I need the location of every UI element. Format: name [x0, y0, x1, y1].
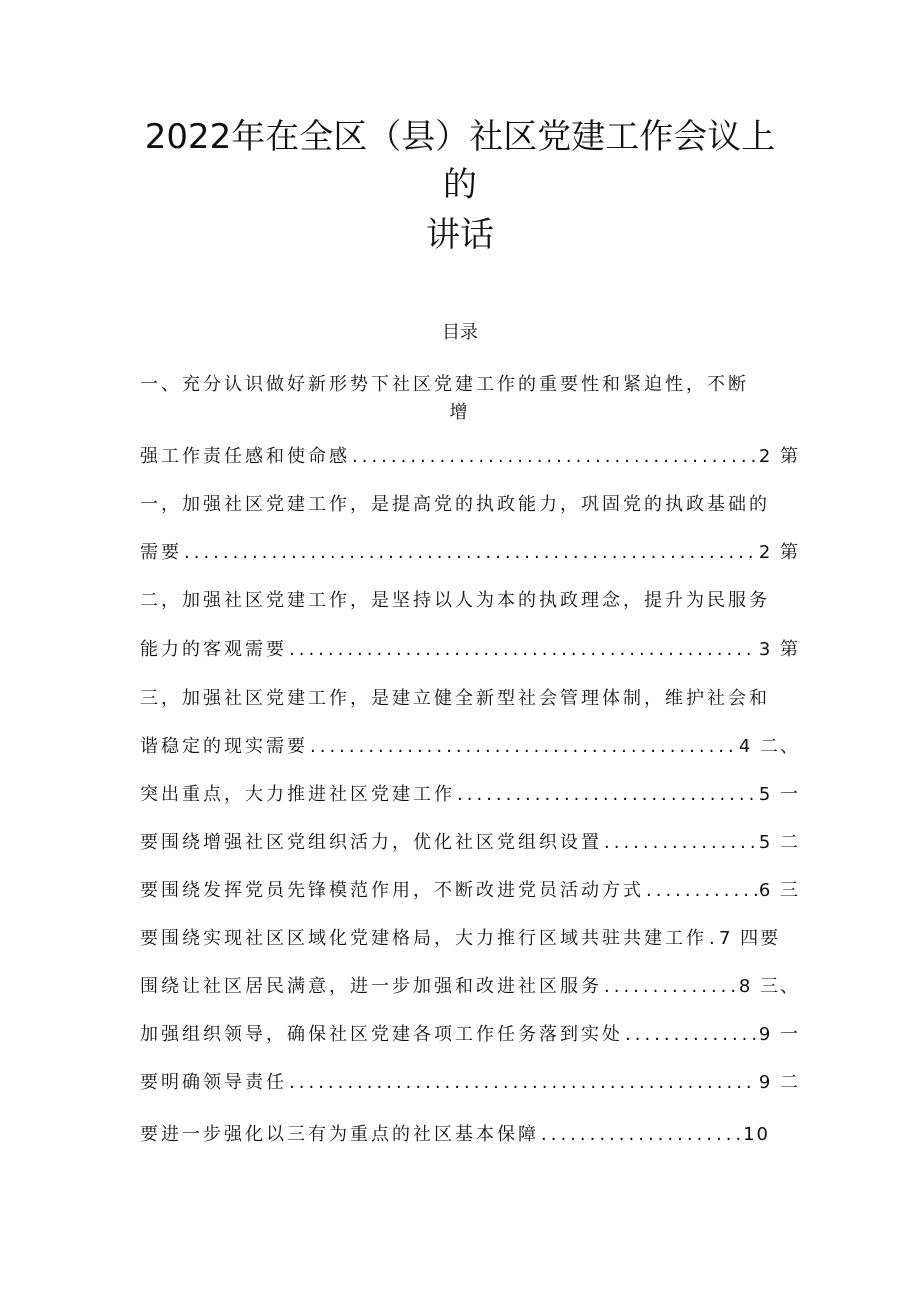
toc-entry-text: 要围绕增强社区党组织活力，优化社区党组织设置	[140, 832, 602, 853]
toc-heading: 目录	[442, 322, 478, 343]
toc-entry-text: 能力的客观需要	[140, 639, 287, 660]
toc-entry-text: 要进一步强化以三有为重点的社区基本保障	[140, 1124, 539, 1145]
toc-entry-page: 7 四要	[719, 928, 781, 949]
toc-entry-page: 6 三	[758, 880, 800, 901]
toc-entry[interactable]	[140, 974, 800, 1000]
toc-entry[interactable]	[140, 782, 800, 808]
toc-leader-dots	[646, 878, 757, 904]
toc-entry[interactable]	[140, 637, 800, 663]
toc-entry-text: 要围绕发挥党员先锋模范作用，不断改进党员活动方式	[140, 880, 644, 901]
toc-leader-dots	[604, 974, 737, 1000]
toc-entry-page: 3 第	[758, 639, 800, 660]
toc-entry-page: 2 第	[758, 446, 800, 467]
toc-entry[interactable]	[140, 734, 800, 760]
toc-entry-page: 4 二、	[738, 736, 800, 757]
toc-entry[interactable]	[140, 1022, 800, 1048]
toc-leader-dots	[184, 540, 757, 566]
toc-entry-text: 需要	[140, 542, 182, 563]
toc-entry-text: 要围绕实现社区区域化党建格局，大力推行区域共驻共建工作	[140, 928, 707, 949]
toc-entry[interactable]	[140, 878, 800, 904]
toc-entry-page: 10	[743, 1124, 770, 1145]
toc-entry-text: 强工作责任感和使命感	[140, 446, 350, 467]
toc-entry-text: 突出重点，大力推进社区党建工作	[140, 784, 455, 805]
toc-leader-dots	[709, 926, 717, 952]
document-title-line-1: 2022年在全区（县）社区党建工作会议上	[144, 117, 776, 157]
toc-entry-page: 9 二	[758, 1072, 800, 1093]
toc-entry-text: 谐稳定的现实需要	[140, 736, 308, 757]
toc-leader-dots	[310, 734, 737, 760]
toc-entry[interactable]	[140, 444, 800, 470]
document-title-line-2: 的	[443, 165, 477, 205]
toc-text-line: 一、充分认识做好新形势下社区党建工作的重要性和紧迫性，不断	[140, 374, 749, 395]
toc-leader-dots	[604, 830, 757, 856]
toc-text-line: 三，加强社区党建工作，是建立健全新型社会管理体制，维护社会和	[140, 688, 770, 709]
toc-entry-text: 要明确领导责任	[140, 1072, 287, 1093]
toc-text-line: 一，加强社区党建工作，是提高党的执政能力，巩固党的执政基础的	[140, 494, 770, 515]
toc-entry[interactable]	[140, 1070, 800, 1096]
toc-entry[interactable]	[140, 1122, 770, 1148]
toc-entry[interactable]	[140, 540, 800, 566]
toc-entry-page: 9 一	[758, 1024, 800, 1045]
toc-entry[interactable]	[140, 926, 800, 952]
toc-entry-text: 围绕让社区居民满意，进一步加强和改进社区服务	[140, 976, 602, 997]
toc-entry-page: 5 一	[758, 784, 800, 805]
toc-leader-dots	[541, 1122, 741, 1148]
toc-leader-dots	[289, 637, 757, 663]
toc-entry[interactable]	[140, 830, 800, 856]
toc-entry-page: 5 二	[758, 832, 800, 853]
toc-leader-dots	[625, 1022, 757, 1048]
toc-entry-page: 2 第	[758, 542, 800, 563]
document-title-line-3: 讲话	[426, 215, 494, 255]
toc-text-line: 二，加强社区党建工作，是坚持以人为本的执政理念，提升为民服务	[140, 590, 770, 611]
toc-leader-dots	[352, 444, 757, 470]
toc-text-line: 增	[449, 402, 471, 423]
toc-leader-dots	[289, 1070, 757, 1096]
toc-entry-page: 8 三、	[738, 976, 800, 997]
toc-leader-dots	[457, 782, 757, 808]
toc-entry-text: 加强组织领导，确保社区党建各项工作任务落到实处	[140, 1024, 623, 1045]
